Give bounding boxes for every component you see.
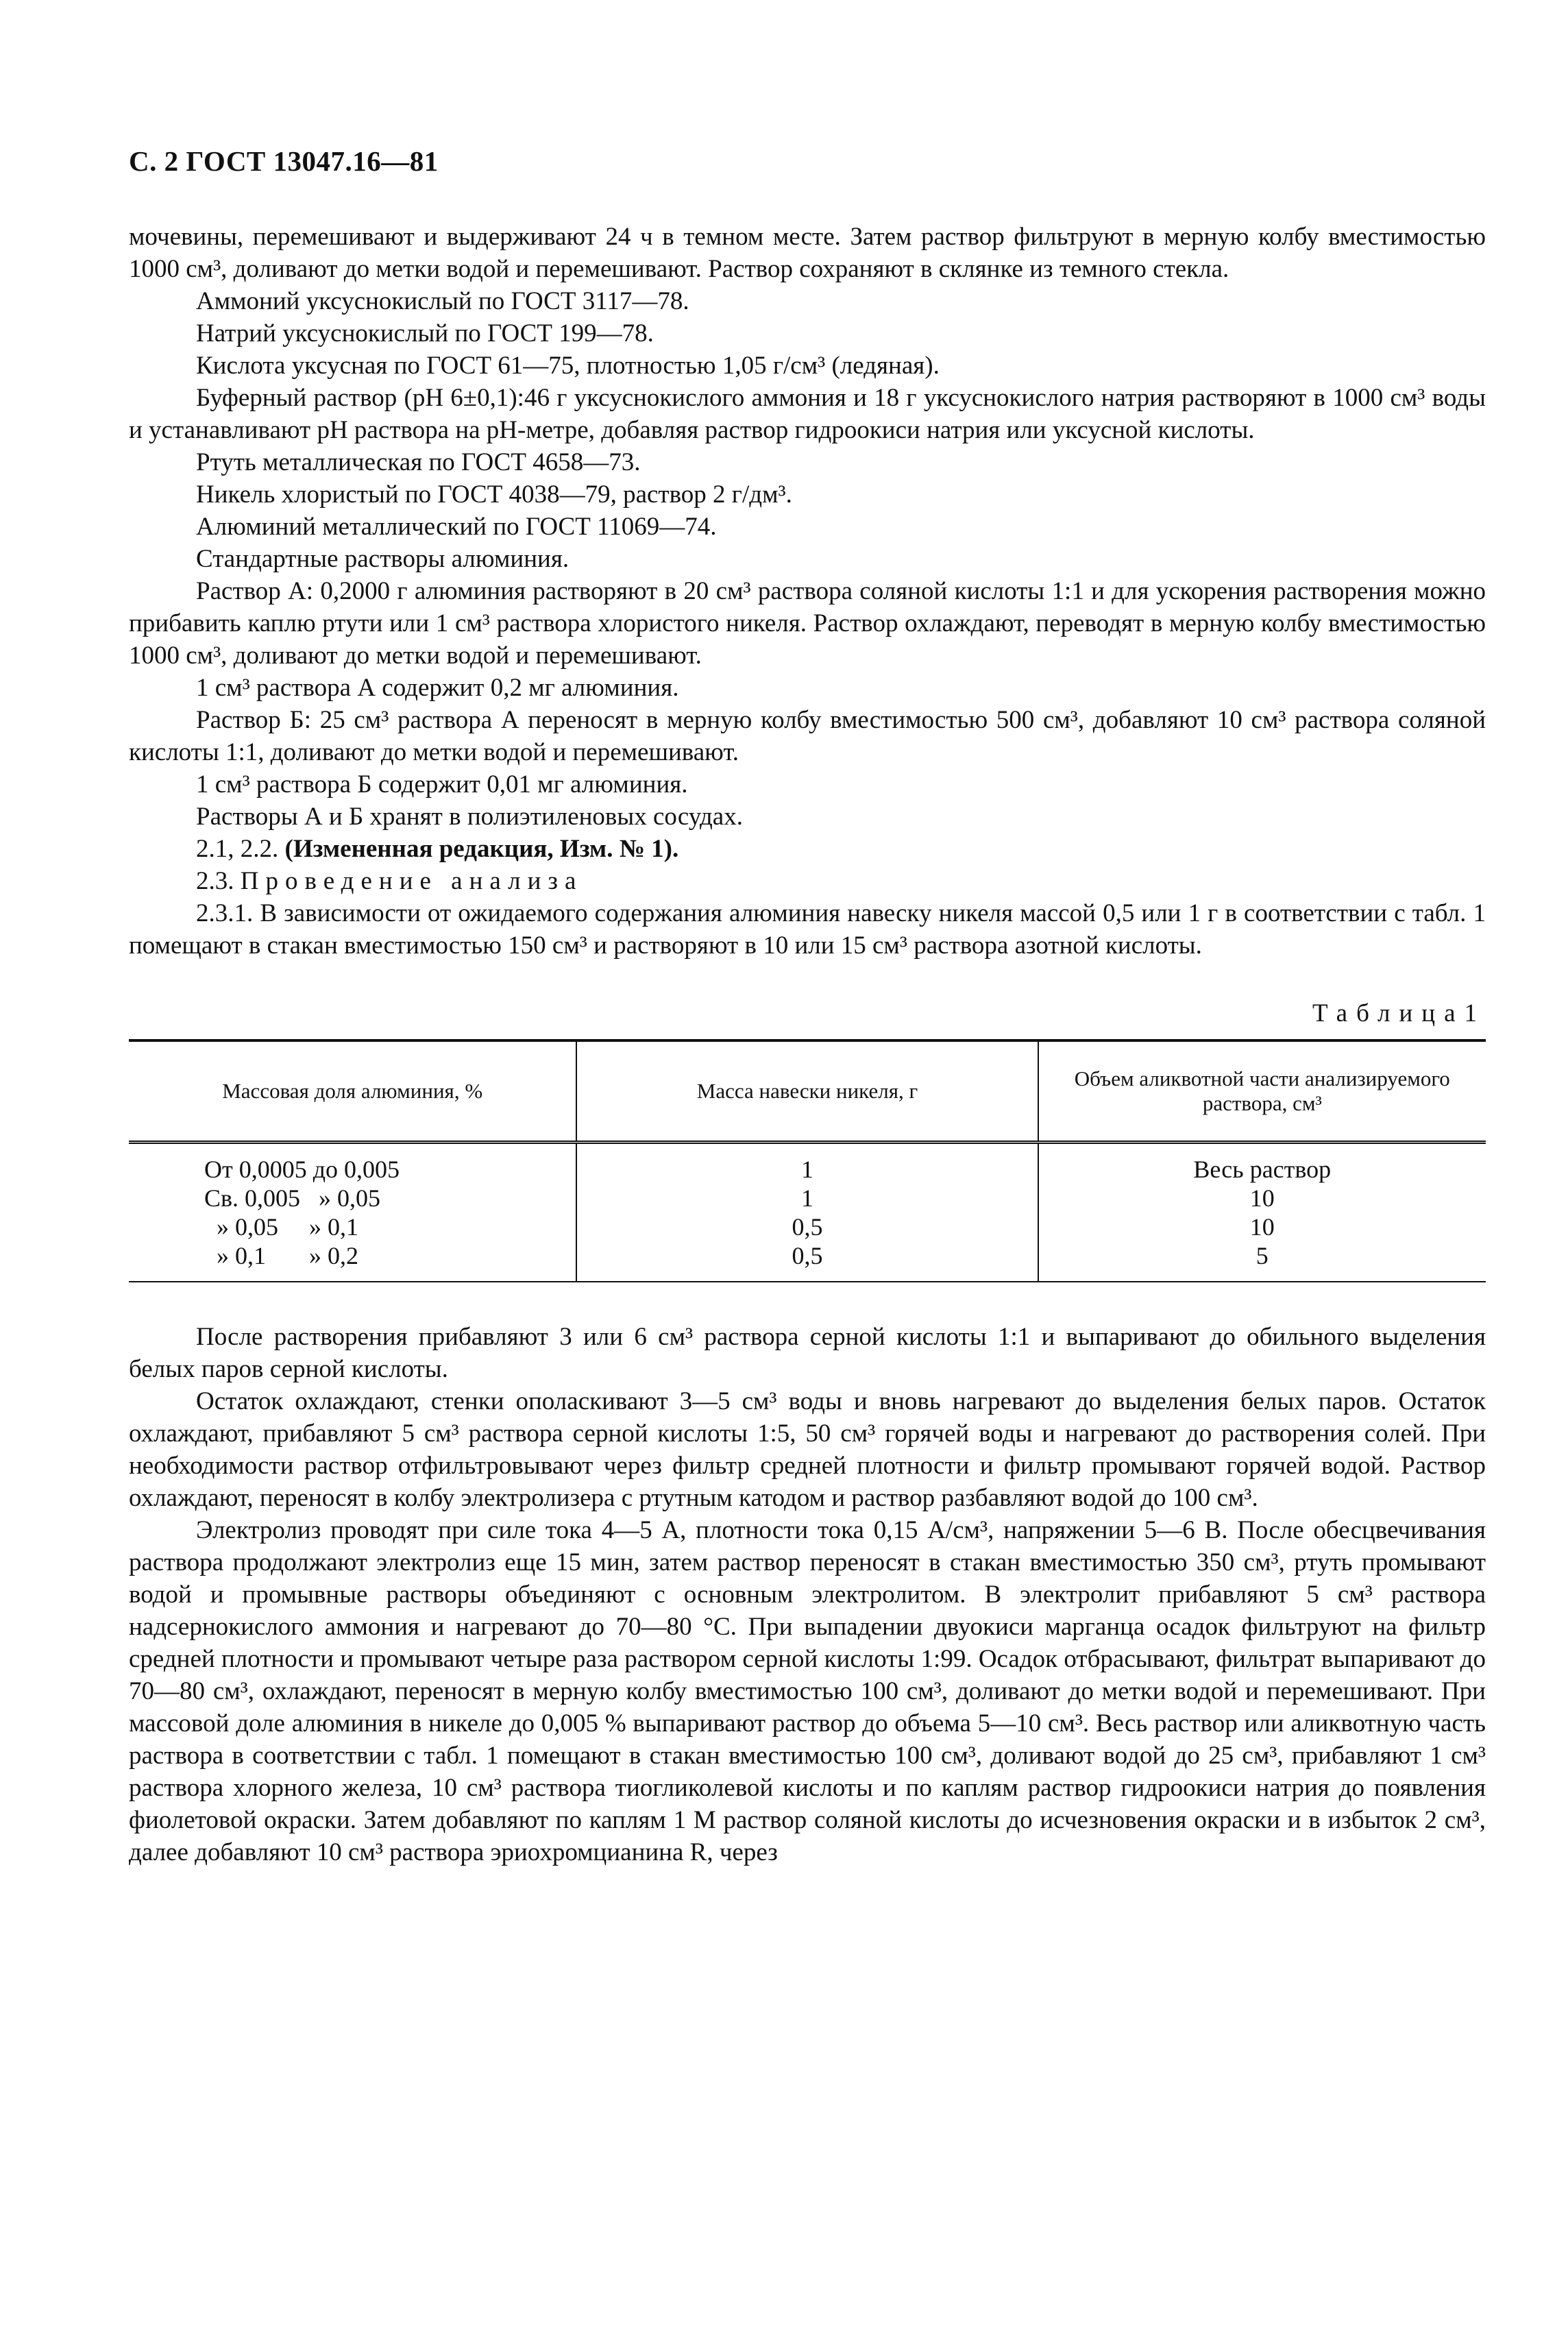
table-cell: 5 — [1038, 1241, 1486, 1282]
table-1 — [129, 1039, 1486, 1282]
paragraph: Никель хлористый по ГОСТ 4038—79, раствор 2 г/дм³. — [196, 480, 792, 509]
table-header-cell: Масса навески никеля, г — [576, 1040, 1038, 1143]
paragraph: После растворения прибавляют 3 или 6 см³ раствора серной кислоты 1:1 и выпаривают до обильного выделения белых паров серной кислоты. — [129, 1323, 1486, 1383]
section-heading — [129, 865, 1486, 897]
table-cell: 10 — [1038, 1184, 1486, 1212]
table-cell: » 0,1 » 0,2 — [129, 1241, 576, 1282]
table-cell: Весь раствор — [1038, 1143, 1486, 1184]
paragraph: Электролиз проводят при силе тока 4—5 А, плотности тока 0,15 А/см³, напряжении 5—6 В. После обесцвечивания раствора продолжают электролиз еще 15 мин, затем раствор переносят в стакан вместимостью 350 см³, ртуть промывают водой и промывные растворы объединяют с основным электролитом. В электролит прибавляют 5 см³ раствора надсернокислого аммония и нагревают до 70—80 °С. При выпадении двуокиси марганца осадок фильтруют на фильтр средней плотности и промывают четыре раза раствором серной кислоты 1:99. Осадок отбрасывают, фильтрат выпаривают до 70—80 см³, охлаждают, переносят в мерную колбу вместимостью 100 см³, доливают до метки водой и перемешивают. При массовой доле алюминия в никеле до 0,005 % выпаривают раствор до объема 5—10 см³. Весь раствор или аликвотную часть раствора в соответствии с табл. 1 помещают в стакан вместимостью 100 см³, доливают водой до 25 см³, прибавляют 1 см³ раствора хлорного железа, 10 см³ раствора тиогликолевой кислоты и по каплям раствор гидроокиси натрия до появления фиолетовой окраски. Затем добавляют по каплям 1 М раствор соляной кислоты до исчезновения окраски и в избыток 2 см³, далее добавляют 10 см³ раствора эриохромцианина R, через — [129, 1516, 1486, 1866]
amendment-prefix: 2.1, 2.2. — [196, 835, 285, 863]
table-title: Таблица1 — [1312, 999, 1486, 1027]
paragraph: Ртуть металлическая по ГОСТ 4658—73. — [196, 448, 641, 476]
table-cell: 0,5 — [576, 1212, 1038, 1241]
paragraph-2-3-1: 2.3.1. В зависимости от ожидаемого содержания алюминия навеску никеля массой 0,5 или 1 г в соответствии с табл. 1 помещают в стакан вместимостью 150 см³ и растворяют в 10 или 15 см³ раствора азотной кислоты. — [129, 899, 1486, 960]
table-header-cell: Объем аликвотной части анализируемого раствора, см³ — [1038, 1040, 1486, 1143]
table-cell: От 0,0005 до 0,005 — [204, 1156, 400, 1183]
bottom-text-block — [129, 1321, 1486, 1868]
paragraph: Стандартные растворы алюминия. — [196, 545, 569, 573]
paragraph: мочевины, перемешивают и выдерживают 24 ч в темном месте. Затем раствор фильтруют в мерную колбу вместимостью 1000 см³, доливают до метки водой и перемешивают. Раствор сохраняют в склянке из темного стекла. — [129, 223, 1486, 283]
paragraph: Натрий уксуснокислый по ГОСТ 199—78. — [196, 319, 654, 348]
document-page — [129, 144, 1486, 1868]
table-cell: 1 — [576, 1143, 1038, 1184]
table-cell: 0,5 — [576, 1241, 1038, 1282]
paragraph: Буферный раствор (pH 6±0,1):46 г уксуснокислого аммония и 18 г уксуснокислого натрия растворяют в 1000 см³ воды и устанавливают pH раствора на pH-метре, добавляя раствор гидроокиси натрия или уксусной кислоты. — [129, 384, 1486, 444]
table-header-row — [129, 1040, 1486, 1143]
paragraph: 1 см³ раствора Б содержит 0,01 мг алюминия. — [196, 770, 688, 799]
paragraph: Алюминий металлический по ГОСТ 11069—74. — [196, 513, 717, 541]
running-head: С. 2 ГОСТ 13047.16—81 — [129, 145, 439, 177]
section-number: 2.3. — [196, 867, 234, 895]
paragraph: Растворы А и Б хранят в полиэтиленовых сосудах. — [196, 803, 743, 831]
table-row — [129, 1212, 1486, 1241]
table-cell: » 0,05 » 0,1 — [204, 1213, 358, 1241]
table-cell: 1 — [576, 1184, 1038, 1212]
top-text-block — [129, 221, 1486, 962]
paragraph: Раствор А: 0,2000 г алюминия растворяют в 20 см³ раствора соляной кислоты 1:1 и для ускорения растворения можно прибавить каплю ртути или 1 см³ раствора хлористого никеля. Раствор охлаждают, переводят в мерную колбу вместимостью 1000 см³, доливают до метки водой и перемешивают. — [129, 577, 1486, 670]
table-header-cell: Массовая доля алюминия, % — [129, 1040, 576, 1143]
paragraph: Кислота уксусная по ГОСТ 61—75, плотностью 1,05 г/см³ (ледяная). — [196, 352, 940, 380]
paragraph: Раствор Б: 25 см³ раствора А переносят в мерную колбу вместимостью 500 см³, добавляют 10 см³ раствора соляной кислоты 1:1, доливают до метки водой и перемешивают. — [129, 706, 1486, 766]
paragraph: 1 см³ раствора А содержит 0,2 мг алюминия. — [196, 674, 679, 702]
table-cell: Св. 0,005 » 0,05 — [204, 1184, 381, 1212]
amendment-bold: (Измененная редакция, Изм. № 1). — [284, 835, 679, 863]
amendment-note — [129, 833, 1486, 865]
paragraph: Остаток охлаждают, стенки ополаскивают 3—5 см³ воды и вновь нагревают до выделения белых паров. Остаток охлаждают, прибавляют 5 см³ раствора серной кислоты 1:5, 50 см³ горячей воды и нагревают до растворения солей. При необходимости раствор отфильтровывают через фильтр средней плотности и фильтр промывают горячей водой. Раствор охлаждают, переносят в колбу электролизера с ртутным катодом и раствор разбавляют водой до 100 см³. — [129, 1387, 1486, 1512]
section-title: Проведение анализа — [240, 867, 583, 895]
table-row — [129, 1143, 1486, 1184]
table-cell: 10 — [1038, 1212, 1486, 1241]
paragraph: Аммоний уксуснокислый по ГОСТ 3117—78. — [196, 287, 689, 315]
table-row — [129, 1184, 1486, 1212]
table-row — [129, 1241, 1486, 1282]
